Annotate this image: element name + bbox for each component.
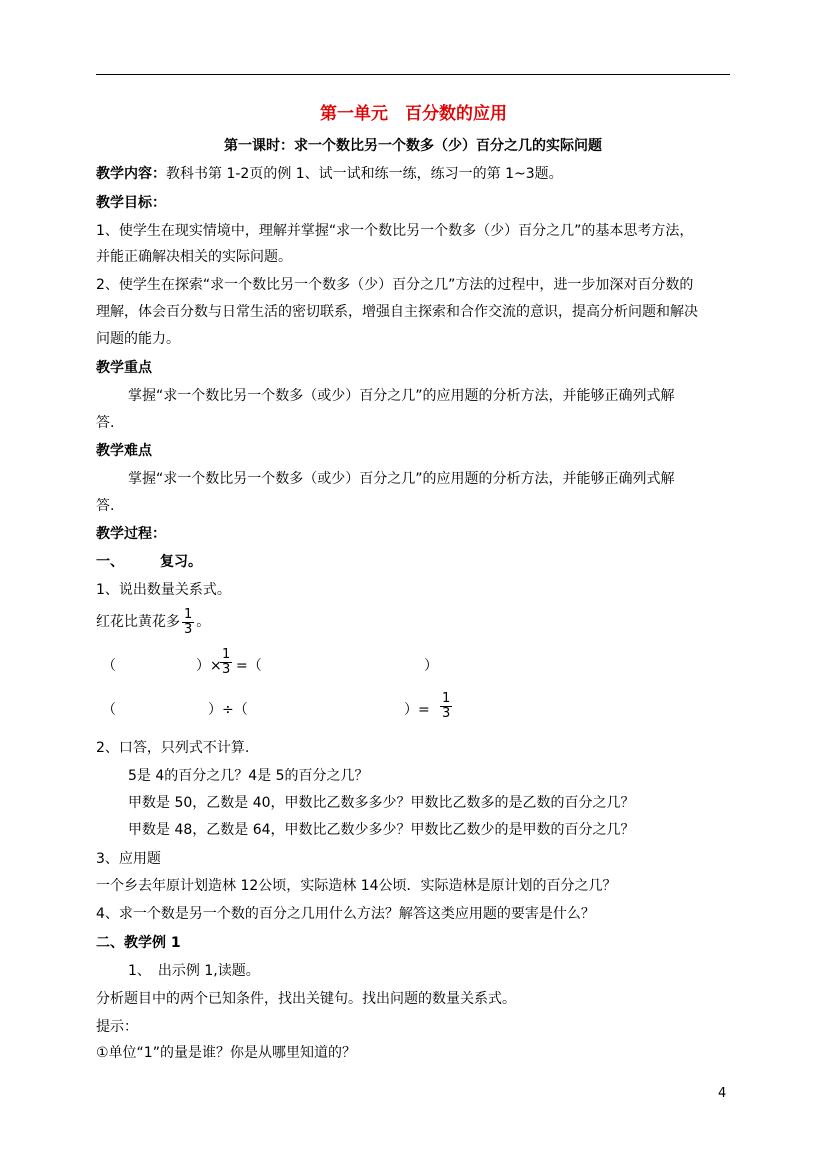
formula-1-times: ）× [196,658,222,674]
header-rule [96,74,730,75]
teaching-content [96,164,563,184]
key-line-1: 掌握“求一个数比另一个数多（或少）百分之几”的应用题的分析方法，并能够正确列式解 [128,388,675,404]
formula-2-fraction: $\frac{1}{3}$ [442,691,451,721]
page-title: 第一单元 百分数的应用 [320,104,507,124]
goals-heading: 教学目标： [96,195,166,211]
fraction-one-third: $\frac{1}{3}$ [184,606,193,637]
difficulty-line-1: 掌握“求一个数比另一个数多（或少）百分之几”的应用题的分析方法，并能够正确列式解 [128,471,675,487]
goal-1-line-1: 1、使学生在现实情境中，理解并掌握“求一个数比另一个数多（少）百分之几”的基本思考方法， [96,223,694,239]
hint-label: 提示： [96,1019,138,1035]
formula-2-equals: ）= [404,702,430,718]
teaching-content-label: 教学内容： [96,166,166,182]
section-2-step-2: 分析题目中的两个已知条件，找出关键句。找出问题的数量关系式。 [96,991,516,1007]
section-2-heading: 二、教学例 1 [96,935,181,951]
formula-1-open: （ [102,658,116,674]
page-number: 4 [718,1086,727,1101]
red-flower-text: 红花比黄花多 [96,614,180,630]
q2-item-1: 5是 4的百分之几？4是 5的百分之几？ [128,768,369,784]
formula-2-open: （ [102,702,116,718]
q3-text: 3、应用题 [96,851,161,867]
formula-2-divide: ）÷（ [208,702,248,718]
formula-1-fraction: $\frac{1}{3}$ [222,647,231,677]
section-1-heading [96,552,202,572]
q1-text: 1、说出数量关系式。 [96,582,231,598]
goal-2-line-2: 理解，体会百分数与日常生活的密切联系，增强自主探索和合作交流的意识，提高分析问题和解决 [96,304,698,320]
difficulty-line-2: 答. [96,498,115,514]
hint-item-1: ①单位“1”的量是谁？你是从哪里知道的？ [96,1045,356,1061]
section-1-title: 复习。 [160,554,202,570]
formula-1-close: ） [424,658,438,674]
teaching-content-text: 教科书第 1-2页的例 1、试一试和练一练，练习一的第 1~3题。 [166,166,563,182]
section-2-step-1: 1、 出示例 1,读题。 [128,963,260,979]
q4-text: 4、求一个数是另一个数的百分之几用什么方法？解答这类应用题的要害是什么？ [96,906,595,922]
goal-1-line-2: 并能正确解决相关的实际问题。 [96,249,292,265]
lesson-subtitle: 第一课时：求一个数比另一个数多（少）百分之几的实际问题 [224,138,602,154]
difficulty-heading: 教学难点 [96,443,152,459]
key-heading: 教学重点 [96,360,152,376]
q3-problem: 一个乡去年原计划造林 12公顷，实际造林 14公顷．实际造林是原计划的百分之几？ [96,878,617,894]
goal-2-line-1: 2、使学生在探索“求一个数比另一个数多（少）百分之几”方法的过程中，进一步加深对百分数的 [96,277,694,293]
q2-text: 2、口答，只列式不计算. [96,740,250,756]
formula-1-equals: =（ [236,658,262,674]
red-flower-line: 红花比黄花多 $\frac{1}{3}$ 。 [96,606,211,637]
process-heading: 教学过程： [96,526,166,542]
q2-item-3: 甲数是 48，乙数是 64，甲数比乙数少多少？甲数比乙数少的是甲数的百分之几？ [128,822,635,838]
q2-item-2: 甲数是 50，乙数是 40，甲数比乙数多多少？甲数比乙数多的是乙数的百分之几？ [128,795,635,811]
section-1-number: 一、 [96,554,124,570]
goal-2-line-3: 问题的能力。 [96,331,180,347]
key-line-2: 答. [96,415,115,431]
